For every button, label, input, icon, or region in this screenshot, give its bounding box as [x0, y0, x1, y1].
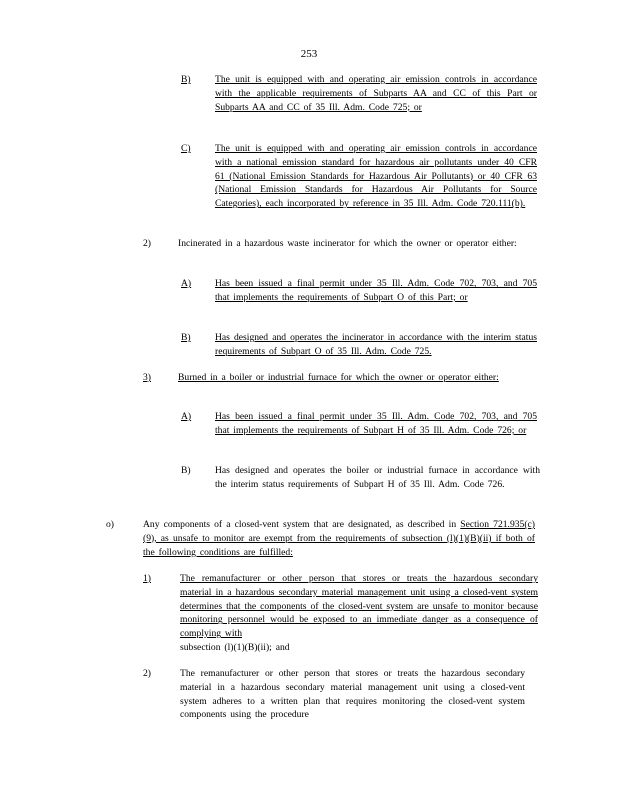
item-text-c-national-standard [215, 142, 537, 211]
item-text-3-burned: Burned in a boiler or industrial furnace for which the owner or operator either: [178, 372, 499, 383]
item-label-3a: A) [181, 411, 192, 422]
item-text-2b-interim-status: Has designed and operates the incinerator in accordance with the interim status requirements of Subpart O of 35 Ill. Adm. Code 725. [215, 332, 537, 357]
item-label-2a: A) [181, 278, 192, 289]
item-label-2: 2) [143, 238, 151, 249]
item-text-o-underlined: Section 721.935(c)(9), as unsafe to monitor are exempt from the requirements of subsection (l)(1)(B)(ii) if both of the following conditions are fulfilled: [143, 519, 535, 558]
item-label-b: B) [181, 74, 191, 85]
item-label-c: C) [181, 143, 191, 154]
item-text-2-incinerated: Incinerated in a hazardous waste incinerator for which the owner or operator either: [178, 238, 517, 249]
item-label-o1: 1) [143, 573, 151, 584]
item-text-o2-written-plan: The remanufacturer or other person that stores or treats the hazardous secondary material in a hazardous secondary material management unit using a closed-vent system adheres to a written plan that requires monitoring the closed-vent system components using the procedure [180, 668, 525, 721]
item-label-3: 3) [143, 372, 151, 383]
page-number: 253 [300, 48, 318, 60]
item-text-2a-final-permit: Has been issued a final permit under 35 Ill. Adm. Code 702, 703, and 705 that implements the requirements of Subpart O of this Part; or [215, 278, 537, 303]
item-text-3a-final-permit: Has been issued a final permit under 35 Ill. Adm. Code 702, 703, and 705 that implements the requirements of Subpart H of 35 Ill. Adm. Code 726; or [215, 411, 537, 436]
item-label-3b: B) [181, 465, 191, 476]
item-text-o-closed-vent [143, 518, 535, 559]
item-text-3b-boiler-furnace: Has designed and operates the boiler or industrial furnace in accordance with the interim status requirements of Subpart H of 35 Ill. Adm. Code 726. [215, 465, 540, 490]
item-text-b-emission-controls: The unit is equipped with and operating air emission controls in accordance with the applicable requirements of Subparts AA and CC of this Part or Subparts AA and CC of 35 Ill. Adm. Code 725; or [215, 74, 537, 113]
item-text-c-body: The unit is equipped with and operating air emission controls in accordance with a national emission standard for hazardous air pollutants under 40 CFR 61 (National Emission Standards for Hazardous Air Pollutants) or 40 CFR 63 (National Emission Standards for Hazardous Air Pollutants for Source Categories), each incorporated by reference in 35 Ill. Adm. Code 720.111(b). [215, 143, 537, 210]
item-label-2b: B) [181, 332, 191, 343]
item-text-o1-unsafe-monitor [180, 572, 538, 655]
item-text-o1-body: The remanufacturer or other person that stores or treats the hazardous secondary material in a hazardous secondary material management unit using a closed-vent system determines that the components of the closed-vent system are unsafe to monitor because monitoring personnel would be exposed to an immediate danger as a consequence of complying with [180, 573, 538, 640]
item-text-o-plain: Any components of a closed-vent system that are designated, as described in [143, 519, 461, 530]
item-label-o2: 2) [143, 668, 151, 679]
item-label-o: o) [106, 519, 114, 530]
item-text-o1-tail: subsection (l)(1)(B)(ii); and [180, 641, 290, 653]
